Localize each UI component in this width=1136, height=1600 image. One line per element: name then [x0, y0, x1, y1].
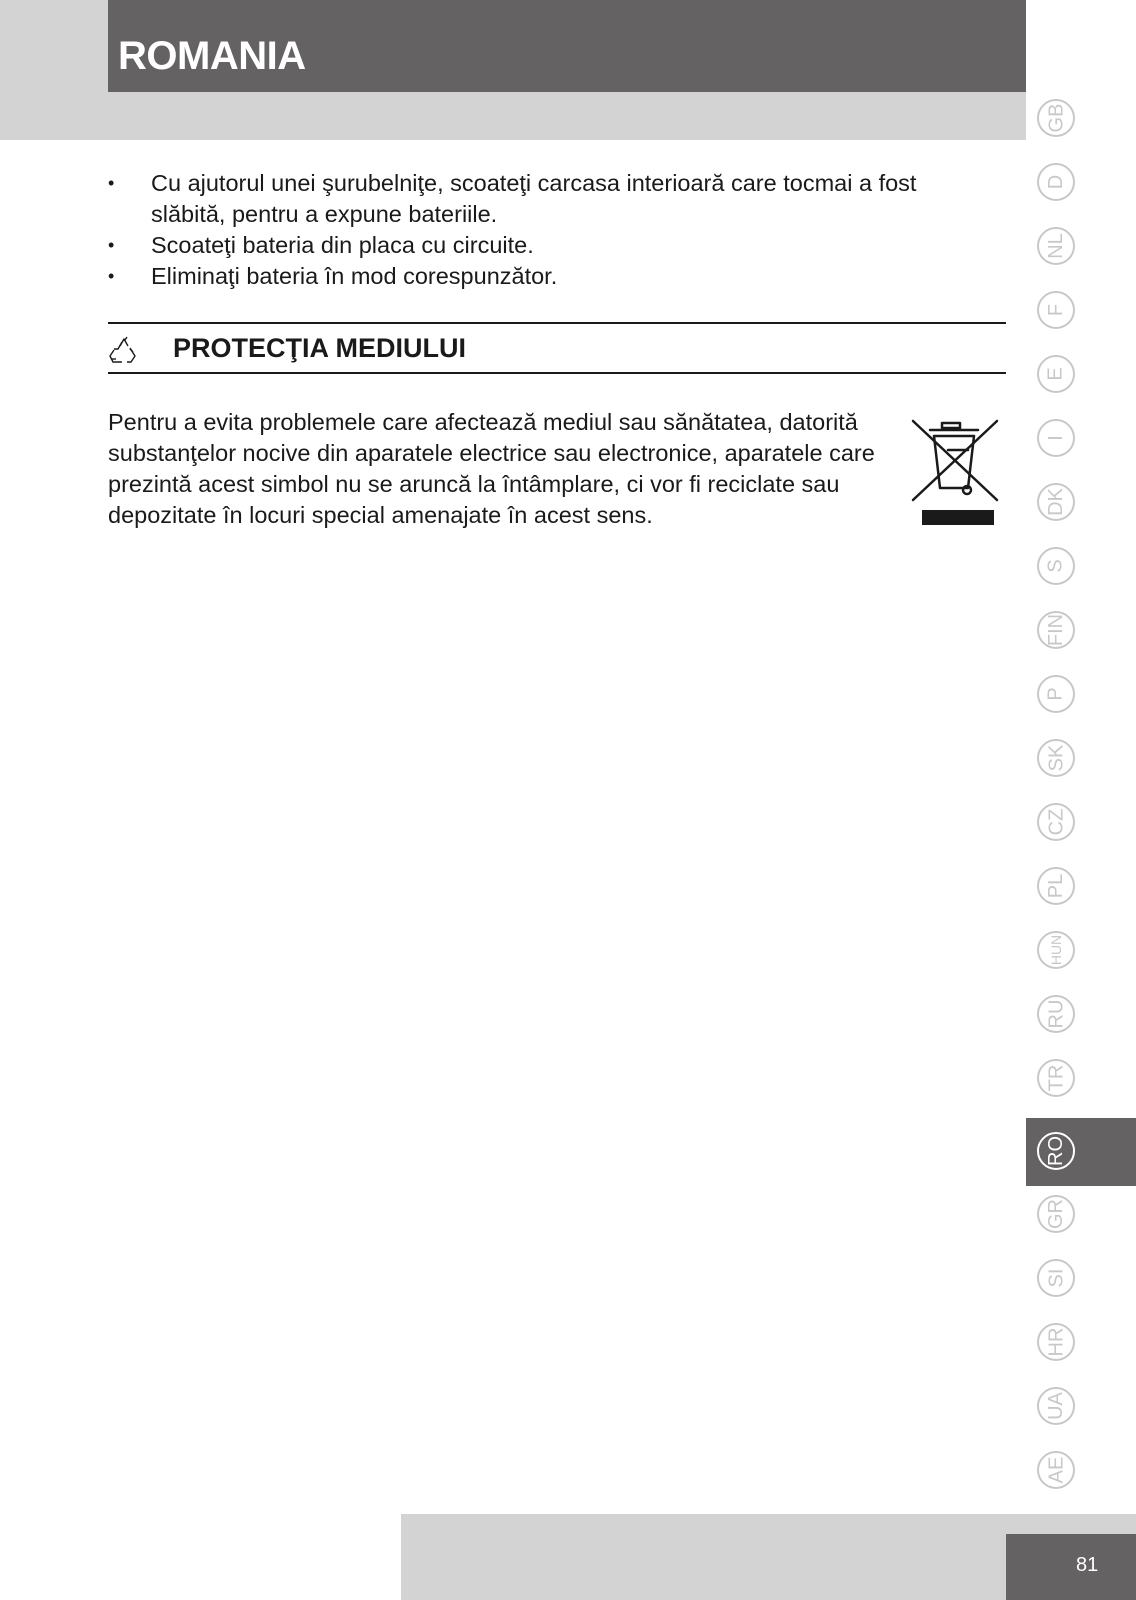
page-number-box: [1006, 1534, 1136, 1600]
lang-tab-label: FIN: [1045, 613, 1067, 647]
lang-tab-label: S: [1045, 559, 1067, 573]
bullet-list: [108, 168, 988, 292]
lang-tab-label: RU: [1044, 999, 1067, 1029]
crossed-out-wheelie-bin-icon: [910, 418, 1000, 530]
lang-badge: [1037, 1259, 1075, 1297]
section-rule-top: [108, 322, 1006, 324]
section-rule-bottom: [108, 372, 1006, 374]
lang-badge: [1037, 291, 1075, 329]
lang-tab-label: D: [1044, 174, 1067, 190]
lang-tab-i[interactable]: [1026, 408, 1136, 472]
bullet-item: • Eliminaţi bateria în mod corespunzător.: [108, 261, 988, 292]
title-bar: [108, 0, 1026, 92]
lang-badge: [1037, 419, 1075, 457]
page-title: ROMANIA: [118, 34, 306, 78]
lang-badge: [1037, 483, 1075, 521]
lang-tab-gr[interactable]: [1026, 1184, 1136, 1248]
lang-tab-label: GR: [1045, 1199, 1067, 1229]
recycle-icon: [108, 336, 140, 368]
lang-tab-hun[interactable]: [1026, 920, 1136, 984]
lang-tab-label: GB: [1045, 103, 1067, 133]
lang-tab-label: DK: [1044, 488, 1067, 516]
lang-badge: [1037, 355, 1075, 393]
lang-tab-pl[interactable]: [1026, 856, 1136, 920]
lang-tab-hr[interactable]: [1026, 1312, 1136, 1376]
lang-tab-fin[interactable]: [1026, 600, 1136, 664]
lang-tab-e[interactable]: [1026, 344, 1136, 408]
section-heading: PROTECŢIA MEDIULUI: [173, 333, 466, 363]
language-tab-column: [1026, 88, 1136, 1516]
lang-tab-label: TR: [1044, 1064, 1067, 1092]
lang-tab-sk[interactable]: [1026, 728, 1136, 792]
bullet-item: • Scoateţi bateria din placa cu circuite.: [108, 230, 988, 261]
lang-tab-label: PL: [1045, 873, 1067, 899]
lang-tab-label: F: [1045, 303, 1067, 317]
lang-badge: [1037, 1451, 1075, 1489]
lang-tab-cz[interactable]: [1026, 792, 1136, 856]
lang-tab-f[interactable]: [1026, 280, 1136, 344]
lang-tab-label: NL: [1044, 233, 1067, 259]
lang-badge: [1037, 675, 1075, 713]
lang-tab-label: AE: [1045, 1456, 1067, 1484]
lang-tab-tr[interactable]: [1026, 1048, 1136, 1112]
lang-tab-ae[interactable]: [1026, 1440, 1136, 1504]
lang-tab-label: P: [1045, 687, 1067, 701]
lang-badge: [1037, 1387, 1075, 1425]
lang-tab-label: UA: [1044, 1392, 1067, 1420]
environment-paragraph: Pentru a evita problemele care afectează mediul sau sănătatea, datorită substanţelor nocive din aparatele electrice sau electronice, aparatele care prezintă acest simbol nu se aruncă la întâmplare, ci vor fi reciclate sau depozitate în locuri special amenajate în acest sens.: [108, 409, 875, 528]
lang-badge: [1037, 163, 1075, 201]
lang-tab-ro[interactable]: [1026, 1118, 1136, 1186]
lang-tab-label: SI: [1045, 1268, 1067, 1288]
lang-badge: [1037, 99, 1075, 137]
page-number: 81: [1076, 1554, 1099, 1576]
lang-badge: [1037, 1195, 1075, 1233]
lang-badge: [1037, 611, 1075, 649]
lang-tab-nl[interactable]: [1026, 216, 1136, 280]
lang-badge: [1037, 1132, 1075, 1170]
lang-tab-label: I: [1045, 435, 1067, 441]
lang-tab-ru[interactable]: [1026, 984, 1136, 1048]
lang-tab-label: E: [1045, 367, 1067, 381]
lang-badge: [1037, 227, 1075, 265]
lang-badge: [1037, 803, 1075, 841]
lang-badge: [1037, 547, 1075, 585]
lang-tab-ua[interactable]: [1026, 1376, 1136, 1440]
lang-tab-gb[interactable]: [1026, 88, 1136, 152]
bullet-item: • Cu ajutorul unei şurubelniţe, scoateţi carcasa interioară care tocmai a fost slăbită, pentru a expune bateriile.: [108, 168, 988, 230]
lang-badge: [1037, 739, 1075, 777]
lang-tab-si[interactable]: [1026, 1248, 1136, 1312]
lang-tab-label: HUN: [1048, 934, 1064, 966]
lang-tab-label: HR: [1044, 1327, 1067, 1357]
lang-badge: [1037, 995, 1075, 1033]
lang-tab-dk[interactable]: [1026, 472, 1136, 536]
lang-tab-label: RO: [1045, 1136, 1067, 1166]
lang-tab-label: CZ: [1044, 808, 1067, 836]
lang-badge: [1037, 867, 1075, 905]
lang-tab-label: SK: [1045, 744, 1067, 772]
lang-tab-s[interactable]: [1026, 536, 1136, 600]
lang-tab-p[interactable]: [1026, 664, 1136, 728]
lang-badge: [1037, 931, 1075, 969]
lang-badge: [1037, 1059, 1075, 1097]
lang-badge: [1037, 1323, 1075, 1361]
lang-tab-d[interactable]: [1026, 152, 1136, 216]
